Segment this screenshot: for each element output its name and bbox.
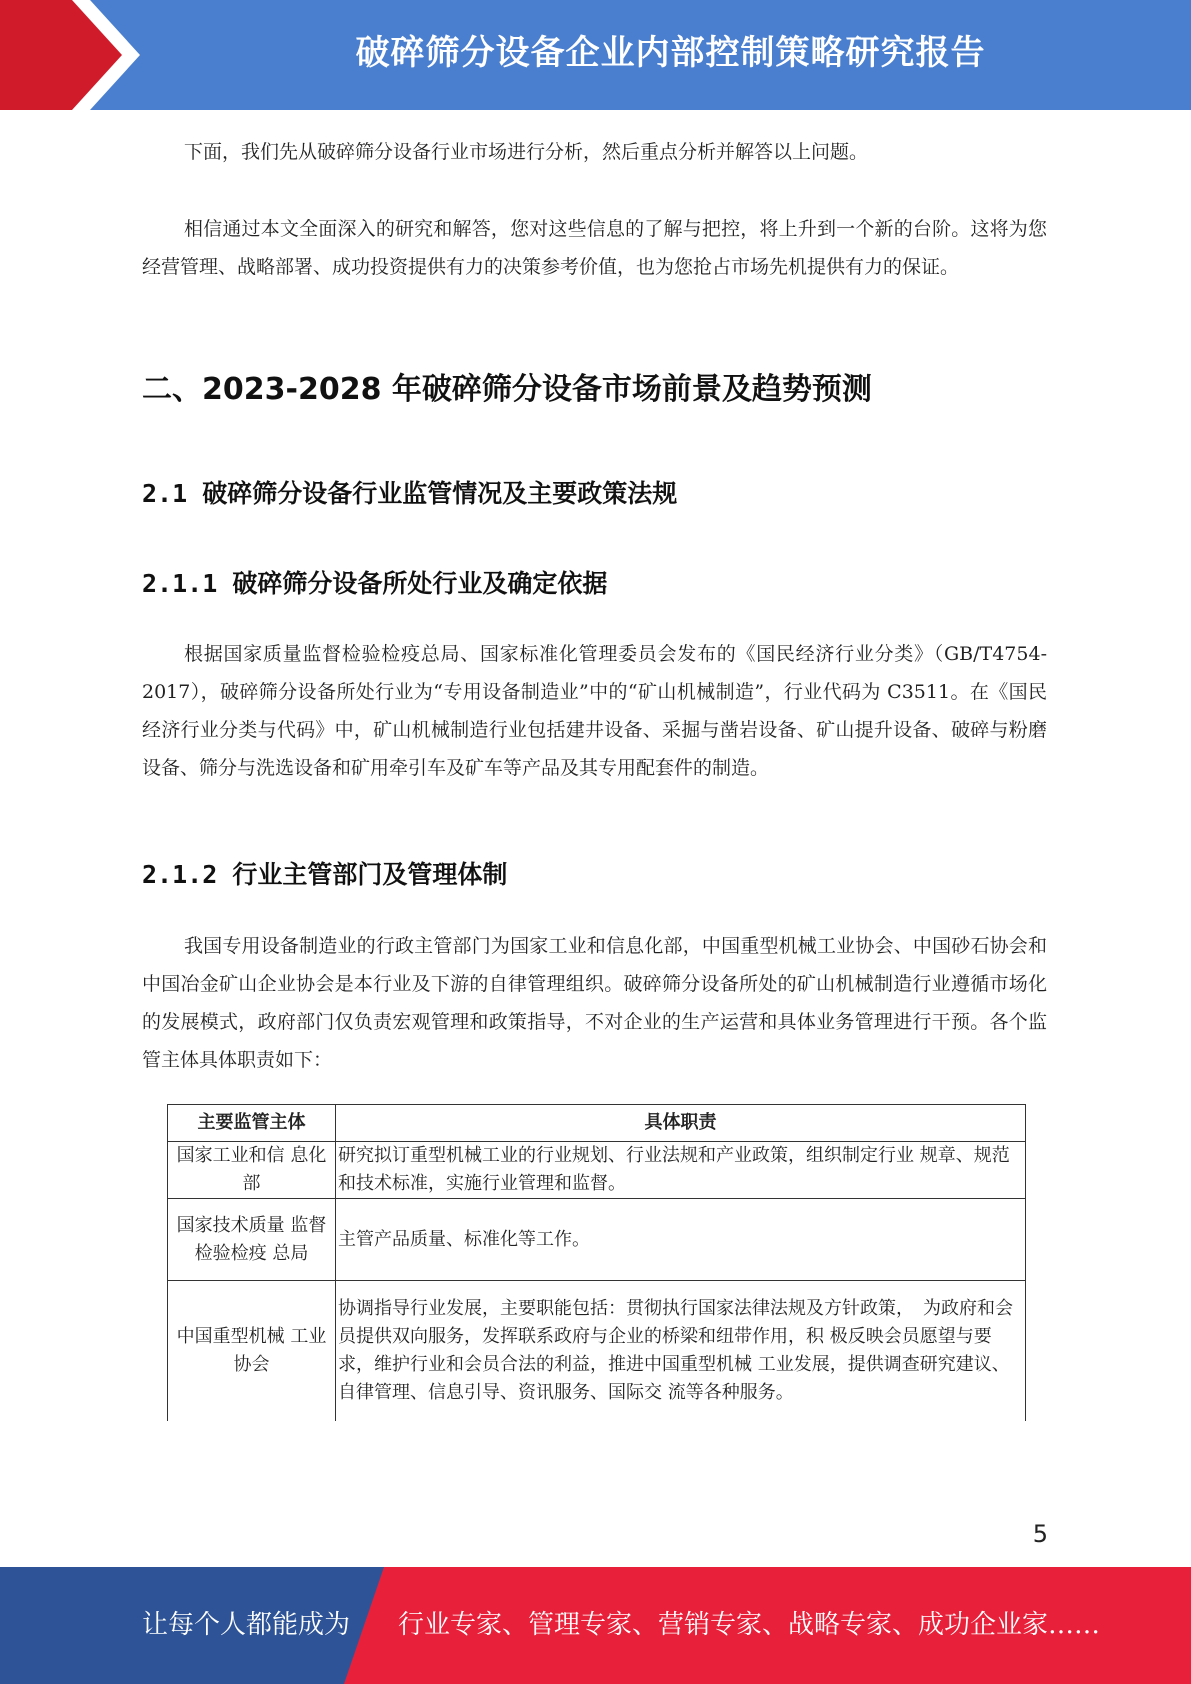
section-number: 2.1 xyxy=(142,479,188,508)
section-number: 2.1.2 xyxy=(142,860,218,889)
table-row xyxy=(168,1142,1026,1199)
table-cell-subject: 国家技术质量 监督检验检疫 总局 xyxy=(168,1199,336,1281)
report-header xyxy=(0,0,1191,110)
section-title: 破碎筛分设备所处行业及确定依据 xyxy=(232,569,608,598)
footer-slogan-right: 行业专家、管理专家、营销专家、战略专家、成功企业家…… xyxy=(398,1610,1101,1640)
footer-slogan-left: 让每个人都能成为 xyxy=(142,1610,351,1640)
section-number: 2.1.1 xyxy=(142,569,218,598)
table-cell-duty: 主管产品质量、标准化等工作。 xyxy=(336,1199,1026,1281)
header-arrow-icon xyxy=(0,0,140,110)
regulator-duties-table xyxy=(167,1104,1026,1421)
table-cell-subject: 国家工业和信 息化部 xyxy=(168,1142,336,1199)
table-cell-duty: 协调指导行业发展，主要职能包括：贯彻执行国家法律法规及方针政策， 为政府和会员提供双向服务，发挥联系政府与企业的桥梁和纽带作用，积 极反映会员愿望与要求，维护行业和会员合法的利益，推进中国重型机械 工业发展，提供调查研究建议、自律管理、信息引导、资讯服务、国际交 流等各种服务。 xyxy=(336,1281,1026,1421)
table-header-subject: 主要监管主体 xyxy=(168,1105,336,1142)
intro-paragraph-2: 相信通过本文全面深入的研究和解答，您对这些信息的了解与把控，将上升到一个新的台阶。这将为您经营管理、战略部署、成功投资提供有力的决策参考价值，也为您抢占市场先机提供有力的保证。 xyxy=(142,218,1047,278)
section-2-1-2-paragraph: 我国专用设备制造业的行政主管部门为国家工业和信息化部，中国重型机械工业协会、中国砂石协会和中国冶金矿山企业协会是本行业及下游的自律管理组织。破碎筛分设备所处的矿山机械制造行业遵循市场化的发展模式，政府部门仅负责宏观管理和政策指导，不对企业的生产运营和具体业务管理进行干预。各个监管主体具体职责如下： xyxy=(142,935,1047,1071)
section-title: 行业主管部门及管理体制 xyxy=(232,860,508,889)
intro-paragraph-1: 下面，我们先从破碎筛分设备行业市场进行分析，然后重点分析并解答以上问题。 xyxy=(184,141,869,163)
report-footer xyxy=(0,1567,1191,1684)
section-2-1-1-heading xyxy=(142,564,607,600)
section-2-1-2-heading xyxy=(142,855,507,891)
section-2-heading: 二、2023-2028 年破碎筛分设备市场前景及趋势预测 xyxy=(142,372,872,407)
section-2-1-heading xyxy=(142,474,677,510)
section-title: 破碎筛分设备行业监管情况及主要政策法规 xyxy=(202,479,678,508)
table-header-row xyxy=(168,1105,1026,1142)
table-row xyxy=(168,1199,1026,1281)
table-row xyxy=(168,1281,1026,1421)
section-2-1-1-paragraph: 根据国家质量监督检验检疫总局、国家标准化管理委员会发布的《国民经济行业分类》（GB/T4754-2017），破碎筛分设备所处行业为“专用设备制造业”中的“矿山机械制造”，行业代码为 C3511。在《国民经济行业分类与代码》中，矿山机械制造行业包括建井设备、采掘与凿岩设备、矿山提升设备、破碎与粉磨设备、筛分与洗选设备和矿用牵引车及矿车等产品及其专用配套件的制造。 xyxy=(142,643,1047,779)
page-number: 5 xyxy=(1032,1520,1048,1548)
report-title: 破碎筛分设备企业内部控制策略研究报告 xyxy=(355,33,986,73)
table-cell-subject: 中国重型机械 工业协会 xyxy=(168,1281,336,1421)
table-cell-duty: 研究拟订重型机械工业的行业规划、行业法规和产业政策，组织制定行业 规章、规范和技术标准，实施行业管理和监督。 xyxy=(336,1142,1026,1199)
table-header-duty: 具体职责 xyxy=(336,1105,1026,1142)
